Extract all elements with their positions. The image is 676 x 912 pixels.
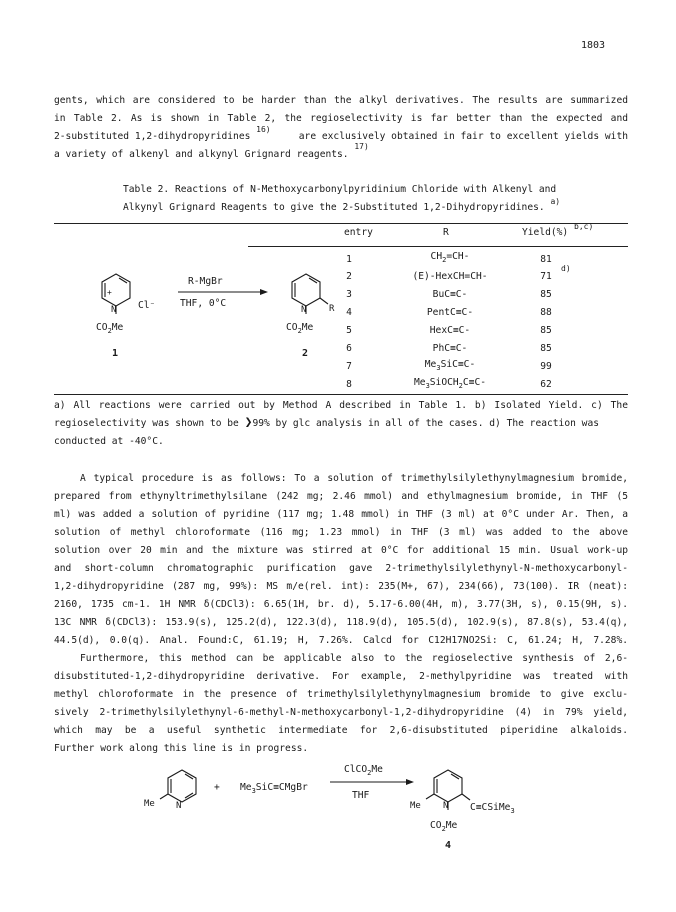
intro-line-4	[54, 142, 369, 161]
row-8-r: $Me_3SiOCH_2C\equiv C-$	[414, 377, 486, 390]
table-caption-line-2-text: Alkynyl Grignard Reagents to give the 2-Substituted 1,2-Dihydropyridines.	[123, 202, 545, 213]
row-3-yield: 85	[540, 289, 552, 300]
row-2-note: d)	[561, 264, 571, 273]
table-rule-header	[248, 246, 628, 247]
table-header-r: R	[443, 227, 449, 238]
citation-17: 17)	[354, 142, 369, 151]
page-number: 1803	[581, 40, 606, 51]
reagent-label: R-MgBr	[188, 276, 223, 287]
further-line-1: Furthermore, this method can be applicable also to the regioselective synthesis of 2,6-	[80, 653, 628, 664]
table-header-yield-note: b,c)	[574, 222, 594, 231]
procedure-line-5: solution over 20 min and the mixture was stirred at 0°C for additional 15 min. Usual work-up	[54, 545, 628, 556]
grignard-reagent: $Me_3SiC\equiv CMgBr$	[240, 782, 308, 795]
conditions-label: THF, 0°C	[180, 298, 227, 309]
co2me-product: $CO_2Me$	[430, 820, 458, 833]
procedure-line-9: 13C NMR δ(CDCl3): 153.9(s), 125.2(d), 122.3(d), 118.9(d), 105.5(d), 102.9(s), 87.8(s), 53.4(q),	[54, 617, 628, 628]
row-1-yield: 81	[540, 254, 552, 265]
further-line-2: disubstituted-1,2-dihydropyridine derivative. For example, 2-methylpyridine was treated with	[54, 671, 628, 682]
intro-line-3-a: 2-substituted 1,2-dihydropyridines	[54, 131, 251, 142]
dihydropyridine-ring	[292, 274, 328, 314]
greater-than-symbol: ❯	[244, 415, 253, 430]
footnote-line-2-b: 99% by glc analysis in all of the cases. d) The reaction was	[252, 418, 599, 429]
table-header-yield	[522, 222, 594, 239]
intro-line-4-a: a variety of alkenyl and alkynyl Grignard reagents.	[54, 149, 349, 160]
table-caption-line-2	[123, 197, 561, 214]
footnote-line-2-a: regioselectivity was shown to be	[54, 418, 245, 429]
row-5-r: HexC≡C-	[429, 325, 471, 336]
table-header-yield-text: Yield(%)	[522, 227, 569, 238]
table-caption-note: a)	[550, 197, 561, 206]
row-6-entry: 6	[346, 343, 352, 354]
pyridinium-n: N	[111, 305, 117, 315]
row-1-entry: 1	[346, 254, 352, 265]
me-right: Me	[410, 801, 421, 811]
row-6-yield: 85	[540, 343, 552, 354]
row-5-yield: 85	[540, 325, 552, 336]
procedure-line-8: 2160, 1735 cm-1. 1H NMR δ(CDCl3): 6.65(1H, br. d), 5.17-6.00(4H, m), 3.77(3H, s), 0.15(9H, s).	[54, 599, 628, 610]
n-left: N	[176, 801, 182, 811]
row-4-yield: 88	[540, 307, 552, 318]
plus-sign: +	[214, 782, 220, 793]
row-2-entry: 2	[346, 271, 352, 282]
procedure-line-10: 44.5(d), 0.0(q). Anal. Found:C, 61.19; H, 7.26%. Calcd for C12H17NO2Si: C, 61.24; H, 7.28%.	[54, 635, 628, 646]
row-8-yield: 62	[540, 379, 552, 390]
reaction-scheme-1	[80, 262, 340, 372]
compound-2-label: 2	[302, 348, 309, 359]
below-arrow: THF	[352, 790, 370, 801]
table-caption-line-1: Table 2. Reactions of N-Methoxycarbonylpyridinium Chloride with Alkenyl and	[123, 184, 557, 195]
row-7-r: $Me_3SiC\equiv C-$	[424, 359, 476, 372]
me-left: Me	[144, 799, 155, 809]
row-3-entry: 3	[346, 289, 352, 300]
further-line-3: methyl chloroformate in the presence of trimethylsilylethynylmagnesium bromide to give exclu-	[54, 689, 628, 700]
above-arrow: ClCO$_2$Me	[344, 764, 383, 777]
arrow-head	[260, 289, 268, 295]
row-7-yield: 99	[540, 361, 552, 372]
compound-1-label: 1	[112, 348, 119, 359]
row-7-entry: 7	[346, 361, 352, 372]
intro-line-2: in Table 2. As is shown in Table 2, the regioselectivity is far better than the expected and	[54, 113, 628, 124]
row-5-entry: 5	[346, 325, 352, 336]
footnote-line-1: a) All reactions were carried out by Method A described in Table 1. b) Isolated Yield. c) The	[54, 400, 628, 411]
co2me-2: $CO_2Me$	[286, 322, 314, 335]
methylpyridine-ring	[160, 770, 196, 802]
row-3-r: BuC≡C-	[432, 289, 468, 300]
table-rule-bottom	[54, 394, 628, 395]
row-2-r: (E)-HexCH=CH-	[412, 271, 488, 282]
table-header-entry: entry	[344, 227, 373, 238]
arrow-head-2	[406, 779, 414, 785]
procedure-line-4: solution of methyl chloroformate (116 mg; 1.23 mmol) in THF (3 ml) was added to the above	[54, 527, 628, 538]
plus-charge: +	[107, 288, 112, 297]
co2me-1: $CO_2Me$	[96, 322, 124, 335]
row-6-r: PhC≡C-	[432, 343, 468, 354]
procedure-line-6: and short-column chromatographic purification gave 2-trimethylsilylethynyl-N-methoxycarbonyl-	[54, 563, 628, 574]
procedure-line-2: prepared from ethynyltrimethylsilane (242 mg; 2.46 mmol) and ethylmagnesium bromide, in THF (5	[54, 491, 628, 502]
further-line-5: which may be a useful synthetic intermediate for 2,6-disubstituted piperidine alkaloids.	[54, 725, 628, 736]
dihydropyridine-n: N	[301, 305, 307, 315]
row-2-yield: 71	[540, 271, 552, 282]
chloride-label: Cl⁻	[138, 300, 156, 311]
ethynyl-substituent: C≡CSiMe$_3$	[470, 802, 515, 815]
intro-line-3-b: are exclusively obtained in fair to excellent yields with	[298, 131, 628, 142]
footnote-line-3: conducted at -40°C.	[54, 436, 164, 447]
procedure-line-3: ml) was added a solution of pyridine (117 mg; 1.48 mmol) in THF (3 ml) at 0°C under Ar. Then, a	[54, 509, 628, 520]
row-4-r: PentC≡C-	[426, 307, 474, 318]
further-line-6: Further work along this line is in progress.	[54, 743, 309, 754]
procedure-line-1: A typical procedure is as follows: To a solution of trimethylsilylethynylmagnesium bromide,	[80, 473, 628, 484]
compound-4-label: 4	[445, 840, 452, 851]
row-4-entry: 4	[346, 307, 352, 318]
procedure-line-7: 1,2-dihydropyridine (287 mg, 99%): MS m/e(rel. int): 235(M+, 67), 234(66), 73(100). IR (neat):	[54, 581, 628, 592]
row-1-r: $CH_2=CH-$	[430, 251, 470, 264]
reaction-scheme-2	[140, 760, 540, 870]
table-rule-top	[54, 223, 628, 224]
intro-line-3	[54, 125, 628, 143]
footnote-line-2	[54, 415, 628, 430]
row-8-entry: 8	[346, 379, 352, 390]
intro-line-1: gents, which are considered to be harder than the alkyl derivatives. The results are summarized	[54, 95, 628, 106]
further-line-4: sively 2-trimethylsilylethynyl-6-methyl-N-methoxycarbonyl-1,2-dihydropyridine (4) in 79% yield,	[54, 707, 628, 718]
n-right: N	[443, 801, 449, 811]
citation-16: 16)	[256, 125, 271, 134]
r-substituent: R	[329, 304, 335, 314]
